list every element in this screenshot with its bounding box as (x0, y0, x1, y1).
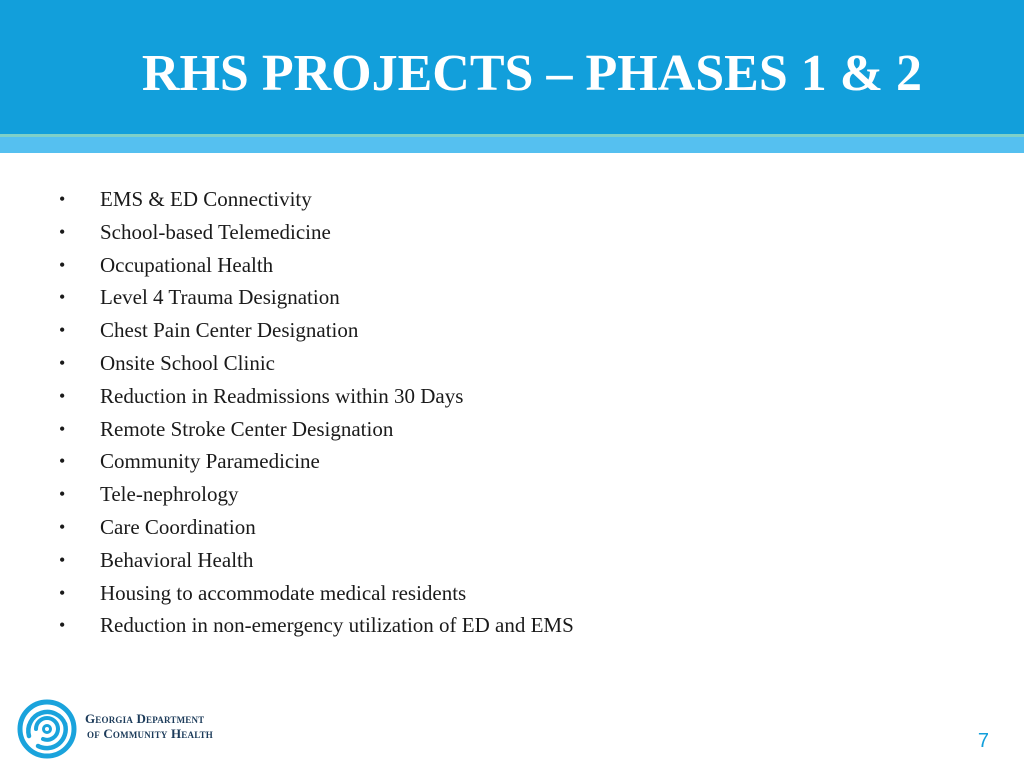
list-item-label: Tele-nephrology (100, 482, 239, 507)
bullet-icon: • (59, 418, 66, 439)
bullet-icon: • (59, 516, 66, 537)
page-number: 7 (977, 730, 989, 752)
bullet-icon: • (59, 582, 66, 603)
header-stripe (0, 137, 1024, 153)
list-item-label: Occupational Health (100, 252, 274, 277)
organization-name (85, 711, 213, 741)
list-item-label: Community Paramedicine (100, 449, 320, 474)
list-item-label: Reduction in non-emergency utilization of ED and EMS (100, 613, 574, 638)
list-item-label: Remote Stroke Center Designation (100, 416, 394, 441)
bullet-icon: • (59, 221, 66, 242)
org-name-line-1: Georgia Department (85, 711, 205, 726)
list-item-label: Reduction in Readmissions within 30 Days (100, 383, 464, 408)
slide-title: RHS PROJECTS – PHASES 1 & 2 (141, 45, 923, 102)
bullet-icon: • (59, 189, 66, 209)
bullet-icon: • (59, 549, 66, 570)
list-item-label: Care Coordination (100, 514, 256, 539)
list-item-label: Housing to accommodate medical residents (100, 580, 467, 605)
list-item-label: School-based Telemedicine (100, 219, 331, 244)
bullet-icon: • (59, 320, 66, 341)
list-item-label: Level 4 Trauma Designation (100, 285, 340, 310)
bullet-icon: • (59, 254, 66, 275)
bullet-icon: • (59, 484, 66, 505)
concentric-arcs-logo-icon (16, 698, 78, 760)
list-item-label: Onsite School Clinic (100, 350, 275, 375)
list-item-label: EMS & ED Connectivity (100, 187, 312, 211)
org-name-line-2: of Community Health (87, 726, 213, 741)
bullet-icon: • (59, 615, 66, 636)
bullet-icon: • (59, 352, 66, 373)
list-item-label: Behavioral Health (100, 547, 254, 572)
bullet-icon: • (59, 287, 66, 308)
bullet-icon: • (59, 451, 66, 472)
bullet-icon: • (59, 385, 66, 406)
list-item-label: Chest Pain Center Designation (100, 318, 359, 343)
